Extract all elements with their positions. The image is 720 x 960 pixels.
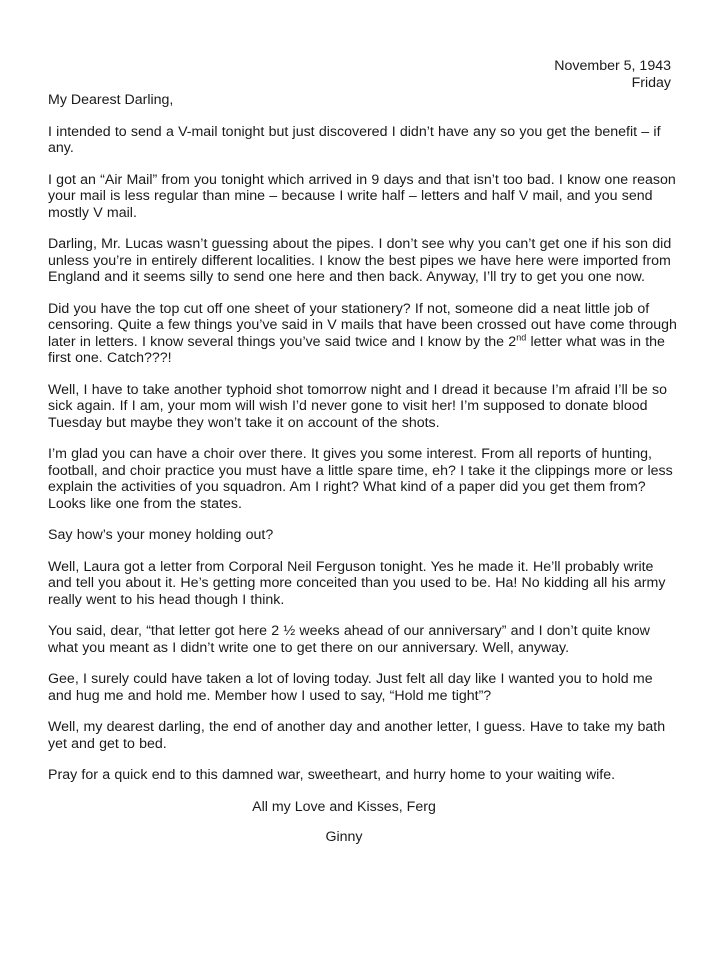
signature: Ginny (325, 829, 363, 845)
letter-paragraph-10: Gee, I surely could have taken a lot of loving today. Just felt all day like I wanted you to hold me and hug me and hold me. Member how I used to say, “Hold me tight”? (48, 671, 653, 704)
letter-paragraph-4 (48, 301, 678, 367)
letter-paragraph-12: Pray for a quick end to this damned war, sweetheart, and hurry home to your waiting wife. (48, 767, 616, 783)
ordinal-superscript: nd (516, 331, 527, 342)
letter-paragraph-2: I got an “Air Mail” from you tonight which arrived in 9 days and that isn’t too bad. I know one reason your mail is less regular than mine – because I write half – letters and half V mail, and you send mostly V mail. (48, 171, 676, 221)
letter-paragraph-8: Well, Laura got a letter from Corporal Neil Ferguson tonight. Yes he made it. He’ll probably write and tell you about it. He’s getting more conceited than you used to be. Ha! No kidding all his army really went to his head though I think. (48, 558, 666, 608)
letter-paragraph-6: I’m glad you can have a choir over there. It gives you some interest. From all reports of hunting, football, and choir practice you must have a little spare time, eh? I take it the clippings more or less explain the activities of you squadron. Am I right? What kind of a paper did you get them from? Looks like one from the states. (48, 446, 673, 512)
letter-page (48, 58, 678, 846)
closing-line: All my Love and Kisses, Ferg (252, 798, 436, 815)
letter-paragraph-3: Darling, Mr. Lucas wasn’t guessing about the pipes. I don’t see why you can’t get one if his son did unless you’re in entirely different localities. I know the best pipes we have here were imported from England and it seems silly to send one here and then back. Anyway, I’ll try to get you one now. (48, 236, 672, 285)
date-block (48, 58, 671, 91)
letter-date: November 5, 1943 (554, 58, 671, 74)
letter-day: Friday (631, 74, 671, 91)
letter-paragraph-11: Well, my dearest darling, the end of another day and another letter, I guess. Have to take my bath yet and get to bed. (48, 719, 666, 752)
letter-paragraph-7: Say how’s your money holding out? (48, 527, 274, 543)
letter-paragraph-9: You said, dear, “that letter got here 2 ½ weeks ahead of our anniversary” and I don’t quite know what you meant as I didn’t write one to get there on our anniversary. Well, anyway. (48, 623, 650, 656)
salutation: My Dearest Darling, (48, 92, 174, 108)
letter-paragraph-1: I intended to send a V-mail tonight but just discovered I didn’t have any so you get the benefit – if any. (48, 123, 661, 156)
paragraph-4-text-before: Did you have the top cut off one sheet of your stationery? If not, someone did a neat little job of censoring. Quite a few things you’ve said in V mails that have been crossed out have come through later in letters. I know several things you’ve said twice and I know by the 2 (48, 300, 677, 350)
paragraph-4-text-after: letter what was in the first one. Catch???! (48, 333, 665, 366)
letter-paragraph-5: Well, I have to take another typhoid shot tomorrow night and I dread it because I’m afraid I’ll be so sick again. If I am, your mom will wish I’d never gone to visit her! I’m supposed to donate blood Tuesday but maybe they won’t take it on account of the shots. (48, 381, 667, 431)
